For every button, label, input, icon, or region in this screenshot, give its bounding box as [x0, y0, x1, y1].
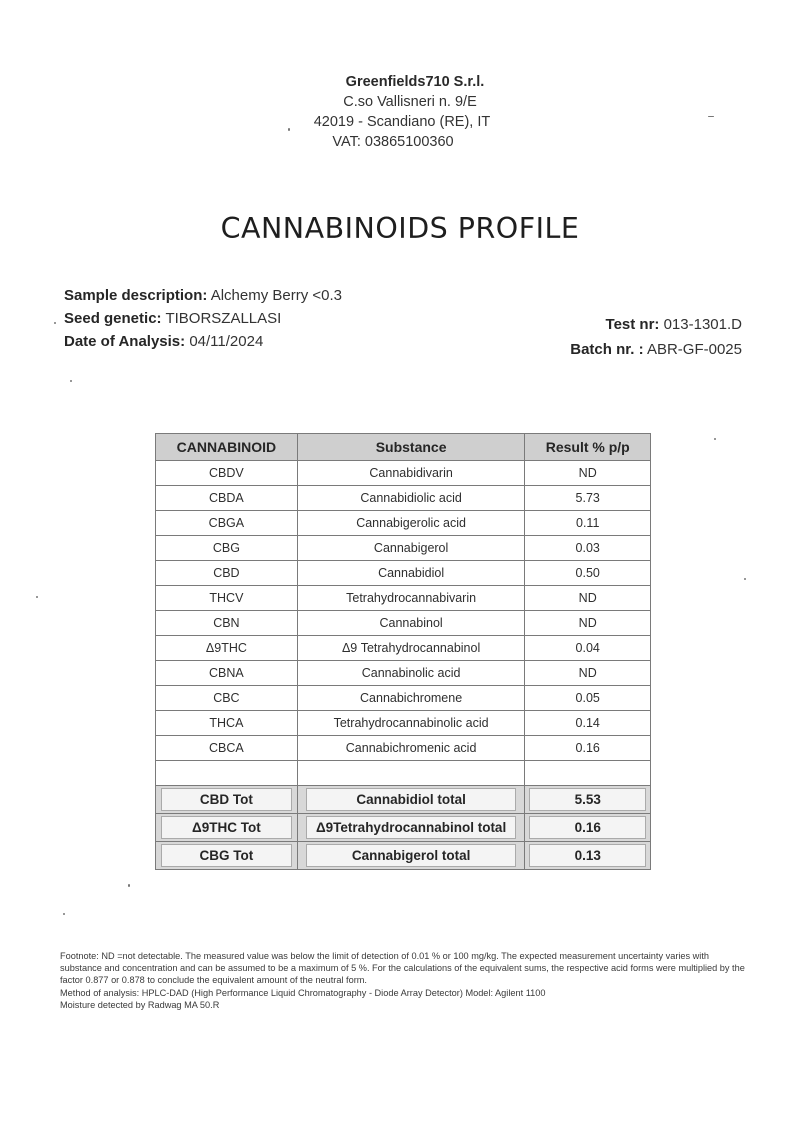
scan-speck	[54, 322, 56, 324]
total-result: 5.53	[529, 788, 646, 811]
analysis-date-label: Date of Analysis:	[64, 333, 186, 350]
company-header	[0, 72, 800, 152]
table-header-row	[156, 434, 651, 461]
empty-cell	[156, 761, 298, 786]
substance-name: Δ9 Tetrahydrocannabinol	[297, 636, 525, 661]
result-value: 0.04	[525, 636, 651, 661]
cannabinoid-code: CBN	[156, 611, 298, 636]
substance-name: Tetrahydrocannabivarin	[297, 586, 525, 611]
scan-speck	[714, 438, 716, 440]
cannabinoid-code: CBG	[156, 536, 298, 561]
document-title: CANNABINOIDS PROFILE	[220, 212, 580, 245]
table-row	[156, 536, 651, 561]
table-row	[156, 711, 651, 736]
header-substance: Substance	[297, 434, 525, 461]
batch-number-label: Batch nr. :	[570, 341, 644, 358]
cannabinoid-code: CBC	[156, 686, 298, 711]
seed-genetic-value: TIBORSZALLASI	[165, 310, 282, 327]
company-name: Greenfields710 S.r.l.	[345, 74, 485, 90]
total-result: 0.13	[529, 844, 646, 867]
table-row	[156, 611, 651, 636]
table-row	[156, 461, 651, 486]
result-value: 0.16	[525, 736, 651, 761]
company-vat: VAT: 03865100360	[332, 134, 454, 150]
substance-name: Cannabigerol	[297, 536, 525, 561]
result-value: 0.50	[525, 561, 651, 586]
seed-genetic-row	[64, 307, 342, 330]
total-substance-cell	[297, 814, 525, 842]
result-value: 0.11	[525, 511, 651, 536]
empty-cell	[297, 761, 525, 786]
scan-speck	[36, 596, 38, 598]
cannabinoid-code: CBDV	[156, 461, 298, 486]
sample-description-label: Sample description:	[64, 287, 208, 304]
total-result-cell	[525, 786, 651, 814]
result-value: ND	[525, 461, 651, 486]
total-substance: Cannabigerol total	[306, 844, 517, 867]
cannabinoid-code: CBD	[156, 561, 298, 586]
scan-speck	[63, 913, 65, 915]
substance-name: Cannabidiolic acid	[297, 486, 525, 511]
result-value: ND	[525, 586, 651, 611]
total-code-cell	[156, 786, 298, 814]
total-substance-cell	[297, 842, 525, 870]
total-row	[156, 814, 651, 842]
table-row	[156, 636, 651, 661]
result-value: 0.05	[525, 686, 651, 711]
footnote-detection: Footnote: ND =not detectable. The measured value was below the limit of detection of 0.01 % or 100 mg/kg. The expected measurement uncertainty varies with substance and concentration and can be assumed to be a maximum of 5 %. For the calculations of the equivalent sums, the respective acid forms were multiplied by the factor 0.877 or 0.878 to conclude the equivalent amount of the neutral form.	[60, 951, 745, 986]
cannabinoid-table	[155, 433, 651, 870]
cannabinoid-code: THCV	[156, 586, 298, 611]
cannabinoid-code: CBDA	[156, 486, 298, 511]
footnote-method: Method of analysis: HPLC-DAD (High Performance Liquid Chromatography - Diode Array Detector) Model: Agilent 1100	[60, 987, 546, 998]
substance-name: Cannabidiol	[297, 561, 525, 586]
total-result: 0.16	[529, 816, 646, 839]
result-value: 0.03	[525, 536, 651, 561]
cannabinoid-code: CBGA	[156, 511, 298, 536]
analysis-date-row	[64, 330, 342, 353]
substance-name: Cannabidivarin	[297, 461, 525, 486]
substance-name: Cannabichromenic acid	[297, 736, 525, 761]
table-row	[156, 511, 651, 536]
substance-name: Tetrahydrocannabinolic acid	[297, 711, 525, 736]
table-row	[156, 586, 651, 611]
substance-name: Cannabichromene	[297, 686, 525, 711]
result-value: 0.14	[525, 711, 651, 736]
result-value: ND	[525, 661, 651, 686]
result-value: ND	[525, 611, 651, 636]
result-value: 5.73	[525, 486, 651, 511]
table-row	[156, 486, 651, 511]
company-city: 42019 - Scandiano (RE), IT	[313, 114, 491, 130]
footnote-moisture: Moisture detected by Radwag MA 50.R	[60, 999, 220, 1010]
table-row	[156, 561, 651, 586]
cannabinoid-code: Δ9THC	[156, 636, 298, 661]
batch-number-row	[570, 337, 742, 362]
scan-speck	[744, 578, 746, 580]
total-result-cell	[525, 814, 651, 842]
table-row	[156, 686, 651, 711]
total-substance: Δ9Tetrahydrocannabinol total	[306, 816, 517, 839]
substance-name: Cannabinol	[297, 611, 525, 636]
analysis-date-value: 04/11/2024	[189, 333, 264, 350]
batch-number-value: ABR-GF-0025	[646, 341, 742, 358]
test-number-label: Test nr:	[605, 316, 660, 333]
total-code: CBG Tot	[161, 844, 293, 867]
total-row	[156, 842, 651, 870]
empty-cell	[525, 761, 651, 786]
total-substance: Cannabidiol total	[306, 788, 517, 811]
empty-row	[156, 761, 651, 786]
sample-info	[64, 284, 342, 353]
table-row	[156, 661, 651, 686]
scan-speck	[70, 380, 72, 382]
company-street: C.so Vallisneri n. 9/E	[343, 94, 477, 110]
sample-description-row	[64, 284, 342, 307]
header-result: Result % p/p	[525, 434, 651, 461]
substance-name: Cannabinolic acid	[297, 661, 525, 686]
header-cannabinoid: CANNABINOID	[156, 434, 298, 461]
cannabinoid-code: THCA	[156, 711, 298, 736]
total-substance-cell	[297, 786, 525, 814]
total-code-cell	[156, 814, 298, 842]
sample-description-value: Alchemy Berry <0.3	[210, 287, 343, 304]
scan-speck	[128, 884, 130, 887]
total-code: CBD Tot	[161, 788, 293, 811]
total-result-cell	[525, 842, 651, 870]
scan-speck	[708, 116, 714, 117]
seed-genetic-label: Seed genetic:	[64, 310, 162, 327]
total-code: Δ9THC Tot	[161, 816, 293, 839]
cannabinoid-code: CBNA	[156, 661, 298, 686]
footnote	[60, 950, 750, 1011]
cannabinoid-code: CBCA	[156, 736, 298, 761]
substance-name: Cannabigerolic acid	[297, 511, 525, 536]
total-code-cell	[156, 842, 298, 870]
test-number-value: 013-1301.D	[663, 316, 742, 333]
scan-speck	[288, 128, 290, 131]
total-row	[156, 786, 651, 814]
table-row	[156, 736, 651, 761]
test-info	[570, 312, 742, 362]
test-number-row	[570, 312, 742, 337]
